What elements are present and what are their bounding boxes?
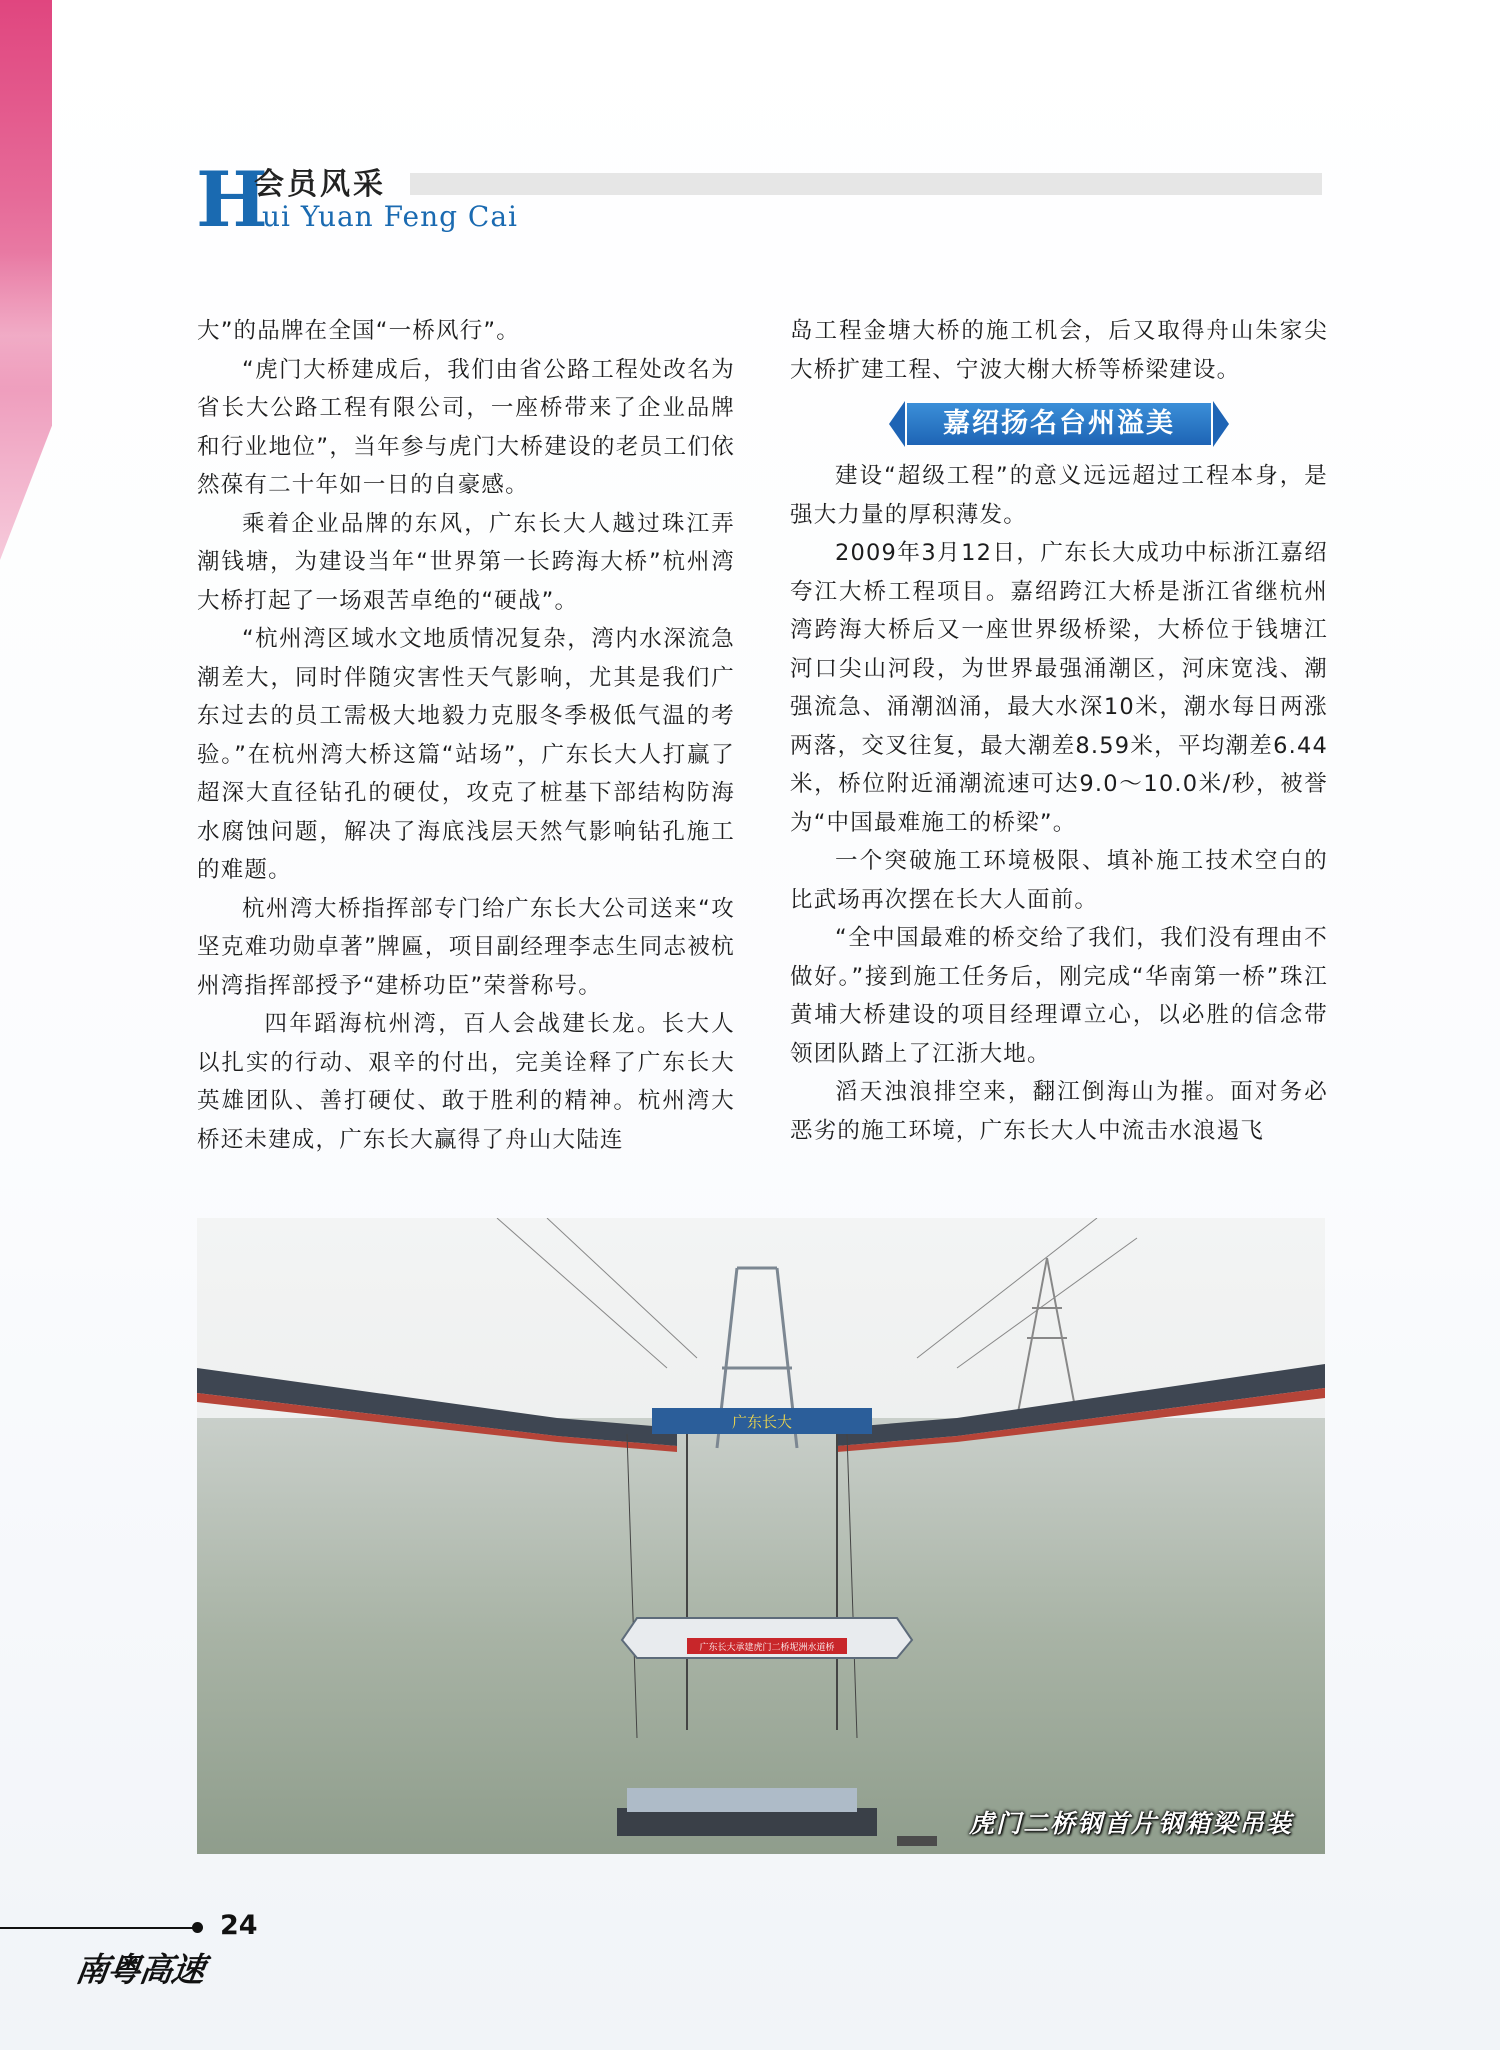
left-text-column [197, 312, 735, 1159]
section-subtitle [889, 401, 1229, 447]
paragraph: 四年蹈海杭州湾，百人会战建长龙。长大人以扎实的行动、艰辛的付出，完美诠释了广东长大英雄团队、善打硬仗、敢于胜利的精神。杭州湾大桥还未建成，广东长大赢得了舟山大陆连 [197, 1011, 735, 1153]
page-number: 24 [220, 1910, 258, 1941]
gantry-sign-text: 广东长大 [731, 1413, 793, 1431]
bridge-photo [197, 1218, 1325, 1854]
paragraph: 滔天浊浪排空来，翻江倒海山为摧。面对务必恶劣的施工环境，广东长大人中流击水浪遏飞 [790, 1079, 1328, 1144]
header-title-cn: 会员风采 [254, 167, 386, 202]
paragraph: 2009年3月12日，广东长大成功中标浙江嘉绍夸江大桥工程项目。嘉绍跨江大桥是浙江省继杭州湾跨海大桥后又一座世界级桥梁，大桥位于钱塘江河口尖山河段，为世界最强涌潮区，河床宽浅、潮强流急、涌潮汹涌，最大水深10米，潮水每日两涨两落，交叉往复，最大潮差8.59米，平均潮差6.44米，桥位附近涌潮流速可达9.0～10.0米/秒，被誉为“中国最难施工的桥梁”。 [790, 540, 1328, 836]
section-header [196, 155, 1322, 244]
footer-dot [192, 1922, 203, 1933]
footer-rule [0, 1927, 194, 1929]
girder-banner-text: 广东长大承建虎门二桥坭洲水道桥 [699, 1643, 835, 1653]
paragraph: “虎门大桥建成后，我们由省公路工程处改名为省长大公路工程有限公司，一座桥带来了企业品牌和行业地位”，当年参与虎门大桥建设的老员工们依然葆有二十年如一日的自豪感。 [197, 356, 735, 498]
paragraph: 建设“超级工程”的意义远远超过工程本身，是强大力量的厚积薄发。 [790, 463, 1328, 528]
pink-band-highlight [0, 0, 52, 560]
paragraph: “杭州湾区域水文地质情况复杂，湾内水深流急潮差大，同时伴随灾害性天气影响，尤其是我们广东过去的员工需极大地毅力克服冬季极低气温的考验。”在杭州湾大桥这篇“站场”，广东长大人打赢了超深大直径钻孔的硬仗，攻克了桩基下部结构防海水腐蚀问题，解决了海底浅层天然气影响钻孔施工的难题。 [197, 626, 735, 883]
paragraph: 一个突破施工环境极限、填补施工技术空白的比武场再次摆在长大人面前。 [790, 848, 1328, 913]
right-text-column [790, 312, 1328, 1150]
header-title-en: ui Yuan Feng Cai [262, 200, 518, 233]
header-initial-letter: H [196, 155, 268, 244]
paragraph: “全中国最难的桥交给了我们，我们没有理由不做好。”接到施工任务后，刚完成“华南第一桥”珠江黄埔大桥建设的项目经理谭立心，以必胜的信念带领团队踏上了江浙大地。 [790, 925, 1328, 1067]
paragraph: 岛工程金塘大桥的施工机会，后又取得舟山朱家尖大桥扩建工程、宁波大榭大桥等桥梁建设。 [790, 318, 1328, 383]
photo-caption: 虎门二桥钢首片钢箱梁吊装 [968, 1809, 1293, 1838]
header-gray-bar [410, 173, 1322, 195]
chevron-right-icon [1213, 401, 1229, 447]
chevron-left-icon [889, 401, 905, 447]
magazine-logo: 南粤高速 [72, 1950, 207, 1989]
section-subtitle-text: 嘉绍扬名台州溢美 [907, 403, 1211, 445]
paragraph: 大”的品牌在全国“一桥风行”。 [197, 318, 520, 344]
paragraph: 杭州湾大桥指挥部专门给广东长大公司送来“攻坚克难功勋卓著”牌匾，项目副经理李志生同志被杭州湾指挥部授予“建桥功臣”荣誉称号。 [197, 895, 735, 999]
paragraph: 乘着企业品牌的东风，广东长大人越过珠江弄潮钱塘，为建设当年“世界第一长跨海大桥”杭州湾大桥打起了一场艰苦卓绝的“硬战”。 [197, 510, 735, 614]
